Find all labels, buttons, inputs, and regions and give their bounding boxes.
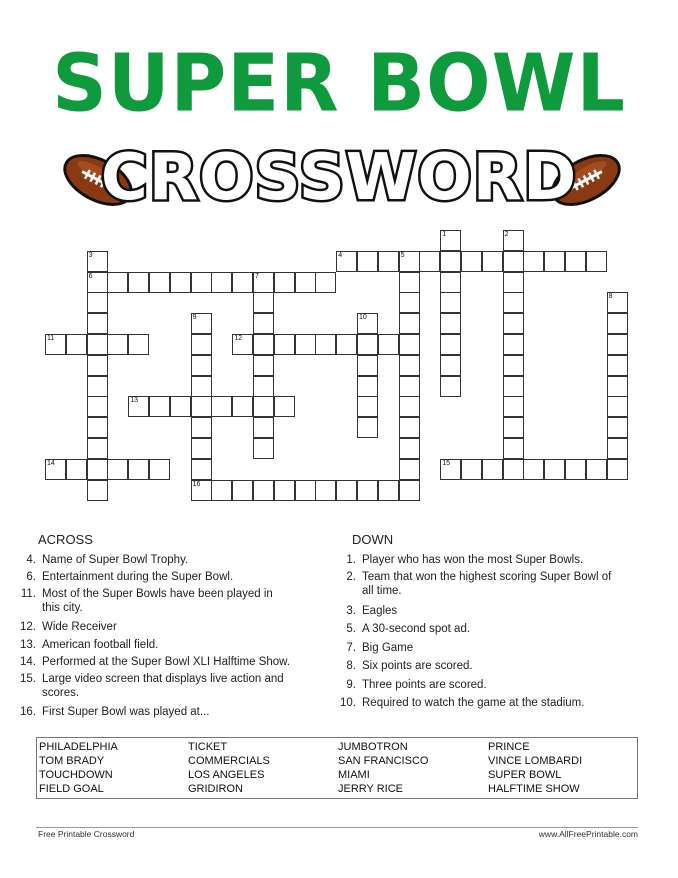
title-super-bowl: SUPER BOWL <box>52 35 626 130</box>
crossword-cell[interactable] <box>87 396 108 417</box>
title-crossword: CROSSWORD <box>100 141 578 215</box>
crossword-cell[interactable] <box>336 480 357 501</box>
crossword-cell[interactable] <box>607 417 628 438</box>
crossword-cell[interactable] <box>399 417 420 438</box>
word-bank-item: SUPER BOWL <box>488 769 562 781</box>
crossword-cell[interactable] <box>66 459 87 480</box>
crossword-cell[interactable] <box>211 272 232 293</box>
crossword-cell[interactable] <box>482 459 503 480</box>
crossword-cell[interactable] <box>565 251 586 272</box>
crossword-cell[interactable] <box>211 480 232 501</box>
crossword-cell[interactable] <box>399 396 420 417</box>
down-heading: DOWN <box>352 532 394 547</box>
crossword-cell[interactable] <box>87 292 108 313</box>
crossword-cell[interactable] <box>191 459 212 480</box>
crossword-cell[interactable] <box>482 251 503 272</box>
crossword-cell[interactable] <box>253 313 274 334</box>
crossword-cell[interactable] <box>399 334 420 355</box>
crossword-cell[interactable] <box>399 355 420 376</box>
crossword-cell[interactable] <box>107 272 128 293</box>
crossword-cell[interactable] <box>87 438 108 459</box>
crossword-cell[interactable] <box>357 376 378 397</box>
crossword-cell[interactable] <box>253 355 274 376</box>
crossword-cell[interactable] <box>378 480 399 501</box>
crossword-cell[interactable] <box>419 251 440 272</box>
crossword-cell[interactable] <box>399 292 420 313</box>
cell-number: 1 <box>442 231 447 238</box>
crossword-cell[interactable] <box>607 438 628 459</box>
across-clue: 15. Large video screen that displays live action and scores. <box>20 673 284 699</box>
crossword-cell[interactable] <box>607 376 628 397</box>
crossword-cell[interactable] <box>274 396 295 417</box>
crossword-cell[interactable] <box>378 334 399 355</box>
crossword-cell[interactable] <box>336 334 357 355</box>
crossword-cell[interactable] <box>503 396 524 417</box>
crossword-cell[interactable] <box>191 438 212 459</box>
footer-divider <box>36 827 638 828</box>
crossword-cell[interactable] <box>440 355 461 376</box>
crossword-cell[interactable] <box>461 459 482 480</box>
crossword-cell[interactable] <box>399 438 420 459</box>
footer-left-text: Free Printable Crossword <box>38 829 135 839</box>
crossword-cell[interactable] <box>503 355 524 376</box>
crossword-cell[interactable] <box>399 459 420 480</box>
crossword-cell[interactable] <box>607 313 628 334</box>
crossword-cell[interactable] <box>544 459 565 480</box>
cell-number: 12 <box>234 335 242 342</box>
crossword-cell[interactable] <box>128 334 149 355</box>
cell-number: 11 <box>47 335 55 342</box>
word-bank-item: PHILADELPHIA <box>39 741 118 753</box>
across-heading: ACROSS <box>38 532 93 547</box>
cell-number: 15 <box>442 459 450 467</box>
crossword-cell[interactable] <box>440 251 461 272</box>
word-bank-item: TOUCHDOWN <box>39 769 113 781</box>
cell-number: 5 <box>400 251 405 259</box>
crossword-cell[interactable] <box>440 313 461 334</box>
word-bank-item: SAN FRANCISCO <box>338 755 429 767</box>
cell-number: 16 <box>192 480 201 488</box>
crossword-cell[interactable] <box>274 272 295 293</box>
word-bank-item: COMMERCIALS <box>188 755 270 767</box>
crossword-cell[interactable] <box>274 480 295 501</box>
crossword-cell[interactable] <box>461 251 482 272</box>
crossword-cell[interactable] <box>357 480 378 501</box>
cell-number: 6 <box>88 272 93 280</box>
crossword-cell[interactable] <box>503 334 524 355</box>
cell-number: 2 <box>504 231 509 238</box>
cell-number: 3 <box>88 251 93 259</box>
word-bank-item: JERRY RICE <box>338 783 404 795</box>
crossword-cell[interactable] <box>149 272 170 293</box>
word-bank-item: HALFTIME SHOW <box>488 783 580 795</box>
crossword-cell[interactable] <box>503 417 524 438</box>
crossword-cell[interactable] <box>607 355 628 376</box>
cell-number: 7 <box>255 272 259 280</box>
crossword-cell[interactable] <box>399 313 420 334</box>
crossword-cell[interactable] <box>440 376 461 397</box>
crossword-cell[interactable] <box>503 313 524 334</box>
word-bank-item: FIELD GOAL <box>39 783 104 795</box>
word-bank-item: MIAMI <box>338 769 370 781</box>
word-bank-item: TOM BRADY <box>39 755 105 767</box>
word-bank <box>36 737 638 799</box>
crossword-cell[interactable] <box>87 334 108 355</box>
cell-number: 9 <box>192 314 197 322</box>
crossword-cell[interactable] <box>253 480 274 501</box>
crossword-cell[interactable] <box>607 334 628 355</box>
crossword-cell[interactable] <box>565 459 586 480</box>
crossword-cell[interactable] <box>128 459 149 480</box>
crossword-cell[interactable] <box>128 272 149 293</box>
word-bank-item: JUMBOTRON <box>338 741 408 753</box>
down-clue: 2. Team that won the highest scoring Super Bowl of all time. <box>346 571 612 597</box>
crossword-cell[interactable] <box>295 272 316 293</box>
crossword-cell[interactable] <box>107 334 128 355</box>
crossword-cell[interactable] <box>232 396 253 417</box>
crossword-cell[interactable] <box>503 251 524 272</box>
crossword-cell[interactable] <box>191 272 212 293</box>
crossword-cell[interactable] <box>503 272 524 293</box>
crossword-cell[interactable] <box>440 272 461 293</box>
crossword-cell[interactable] <box>274 334 295 355</box>
crossword-cell[interactable] <box>191 376 212 397</box>
crossword-cell[interactable] <box>378 251 399 272</box>
crossword-cell[interactable] <box>399 480 420 501</box>
word-bank-item: LOS ANGELES <box>188 769 265 781</box>
crossword-cell[interactable] <box>107 459 128 480</box>
crossword-cell[interactable] <box>170 396 191 417</box>
crossword-cell[interactable] <box>523 251 544 272</box>
crossword-cell[interactable] <box>253 334 274 355</box>
crossword-cell[interactable] <box>607 396 628 417</box>
crossword-cell[interactable] <box>87 313 108 334</box>
crossword-cell[interactable] <box>523 459 544 480</box>
crossword-cell[interactable] <box>607 459 628 480</box>
crossword-cell[interactable] <box>315 480 336 501</box>
cell-number: 8 <box>608 293 613 301</box>
crossword-cell[interactable] <box>253 417 274 438</box>
crossword-cell[interactable] <box>503 438 524 459</box>
crossword-cell[interactable] <box>191 396 212 417</box>
crossword-cell[interactable] <box>440 292 461 313</box>
crossword-cell[interactable] <box>503 376 524 397</box>
crossword-cell[interactable] <box>440 334 461 355</box>
crossword-cell[interactable] <box>357 355 378 376</box>
crossword-cell[interactable] <box>191 355 212 376</box>
crossword-cell[interactable] <box>191 417 212 438</box>
crossword-cell[interactable] <box>149 396 170 417</box>
crossword-cell[interactable] <box>232 272 253 293</box>
crossword-cell[interactable] <box>211 396 232 417</box>
crossword-cell[interactable] <box>253 438 274 459</box>
crossword-cell[interactable] <box>66 334 87 355</box>
word-bank-item: PRINCE <box>488 741 530 753</box>
crossword-cell[interactable] <box>503 459 524 480</box>
crossword-cell[interactable] <box>170 272 191 293</box>
crossword-cell[interactable] <box>399 272 420 293</box>
crossword-cell[interactable] <box>87 459 108 480</box>
crossword-cell[interactable] <box>357 417 378 438</box>
crossword-cell[interactable] <box>503 292 524 313</box>
crossword-cell[interactable] <box>87 355 108 376</box>
crossword-cell[interactable] <box>315 334 336 355</box>
crossword-cell[interactable] <box>295 480 316 501</box>
crossword-cell[interactable] <box>586 459 607 480</box>
word-bank-item: GRIDIRON <box>188 783 243 795</box>
crossword-cell[interactable] <box>295 334 316 355</box>
word-bank-item: VINCE LOMBARDI <box>488 755 583 767</box>
crossword-cell[interactable] <box>87 480 108 501</box>
cell-number: 13 <box>130 397 138 405</box>
crossword-cell[interactable] <box>87 376 108 397</box>
crossword-cell[interactable] <box>544 251 565 272</box>
crossword-cell[interactable] <box>357 396 378 417</box>
crossword-cell[interactable] <box>357 251 378 272</box>
crossword-cell[interactable] <box>315 272 336 293</box>
word-bank-item: TICKET <box>188 741 228 753</box>
crossword-cell[interactable] <box>253 292 274 313</box>
crossword-cell[interactable] <box>232 480 253 501</box>
across-clue: 11. Most of the Super Bowls have been played in this city. <box>20 588 273 614</box>
crossword-cell[interactable] <box>149 459 170 480</box>
cell-number: 10 <box>359 314 367 322</box>
crossword-cell[interactable] <box>253 396 274 417</box>
crossword-cell[interactable] <box>87 417 108 438</box>
crossword-cell[interactable] <box>586 251 607 272</box>
crossword-cell[interactable] <box>253 376 274 397</box>
crossword-cell[interactable] <box>357 334 378 355</box>
footer-right-text: www.AllFreePrintable.com <box>538 829 638 839</box>
crossword-cell[interactable] <box>191 334 212 355</box>
cell-number: 14 <box>47 459 55 467</box>
cell-number: 4 <box>338 251 343 259</box>
crossword-cell[interactable] <box>399 376 420 397</box>
